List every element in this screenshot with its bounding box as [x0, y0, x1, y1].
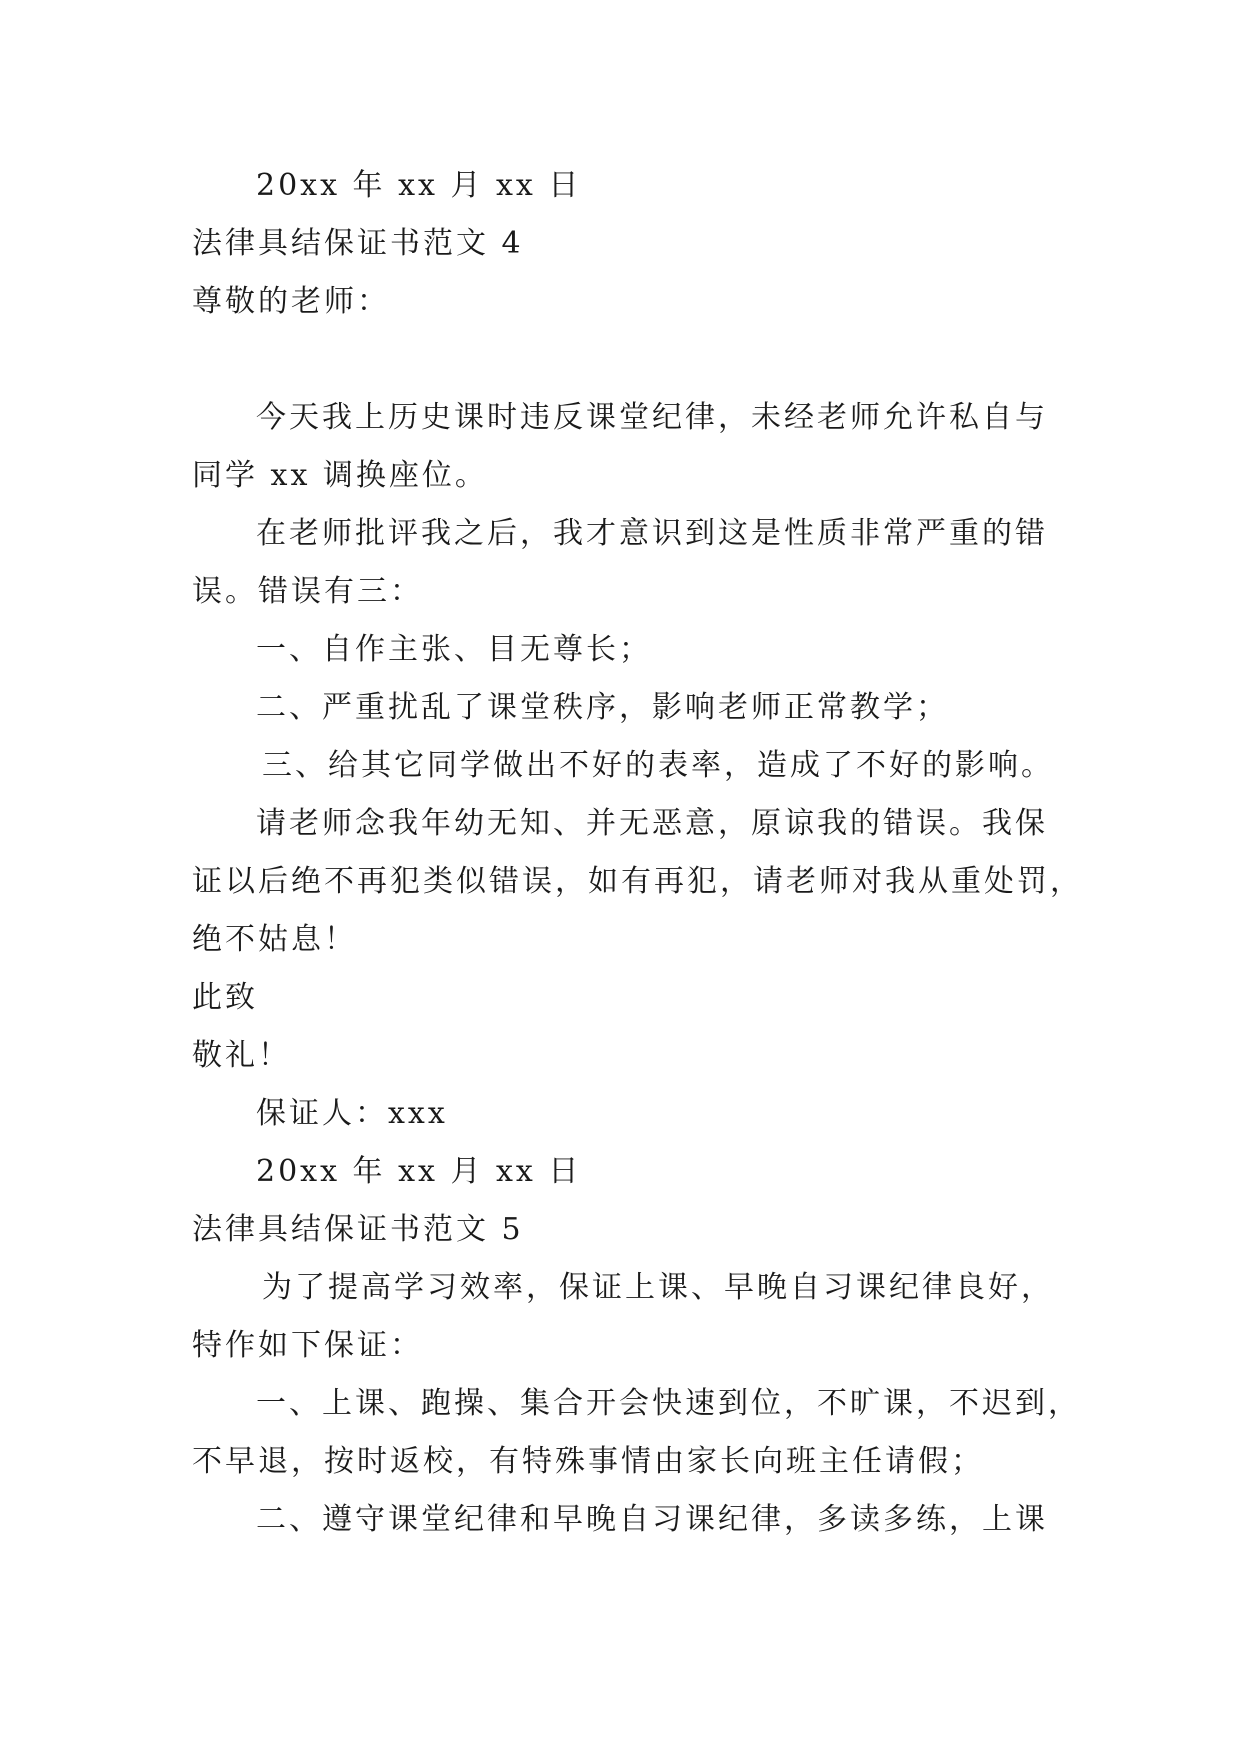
signature-line: 保证人：xxx	[256, 1096, 448, 1131]
paragraph-line: 误。错误有三：	[192, 574, 423, 609]
closing-line: 此致	[192, 980, 258, 1015]
salutation: 尊敬的老师：	[192, 284, 390, 319]
list-item: 一、上课、跑操、集合开会快速到位，不旷课，不迟到，	[256, 1386, 1081, 1421]
paragraph-line: 特作如下保证：	[192, 1328, 423, 1363]
list-item: 一、自作主张、目无尊长；	[256, 632, 652, 667]
paragraph-line: 在老师批评我之后，我才意识到这是性质非常严重的错	[256, 516, 1048, 551]
paragraph-line: 证以后绝不再犯类似错误，如有再犯，请老师对我从重处罚，	[192, 864, 1083, 899]
list-item: 二、遵守课堂纪律和早晚自习课纪律，多读多练，上课	[256, 1502, 1048, 1537]
paragraph-line: 绝不姑息！	[192, 922, 357, 957]
date-line: 20xx 年 xx 月 xx 日	[256, 1154, 582, 1189]
list-item: 三、给其它同学做出不好的表率，造成了不好的影响。	[262, 748, 1054, 783]
paragraph-line: 今天我上历史课时违反课堂纪律，未经老师允许私自与	[256, 400, 1048, 435]
list-item: 二、严重扰乱了课堂秩序，影响老师正常教学；	[256, 690, 949, 725]
date-line: 20xx 年 xx 月 xx 日	[256, 168, 582, 203]
paragraph-line: 同学 xx 调换座位。	[192, 458, 488, 493]
section-title: 法律具结保证书范文 4	[192, 226, 524, 261]
closing-line: 敬礼！	[192, 1038, 291, 1073]
section-title: 法律具结保证书范文 5	[192, 1212, 524, 1247]
paragraph-line: 不早退，按时返校，有特殊事情由家长向班主任请假；	[192, 1444, 984, 1479]
paragraph-line: 为了提高学习效率，保证上课、早晚自习课纪律良好，	[262, 1270, 1054, 1305]
paragraph-line: 请老师念我年幼无知、并无恶意，原谅我的错误。我保	[256, 806, 1048, 841]
